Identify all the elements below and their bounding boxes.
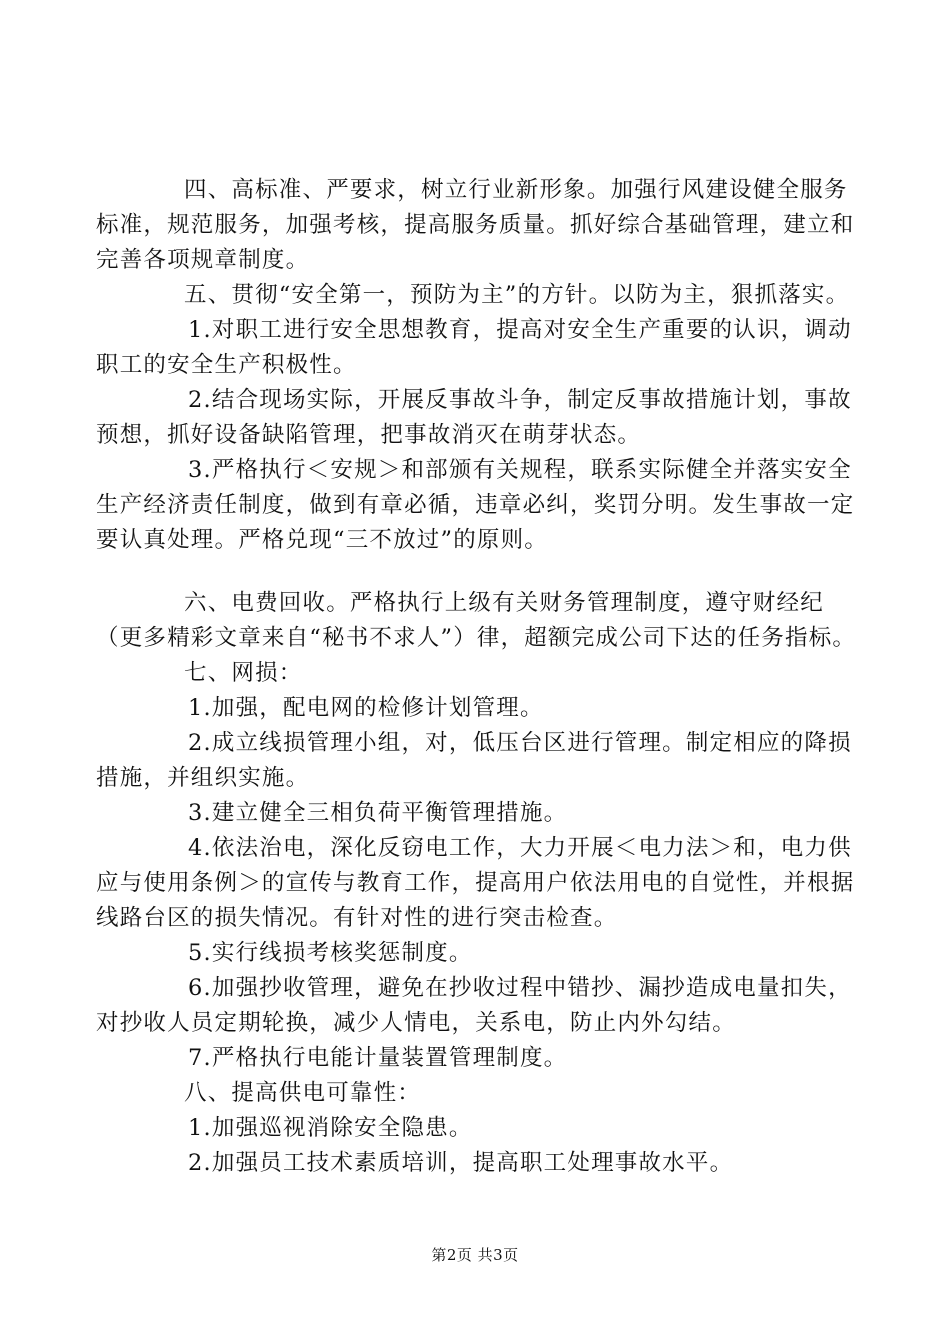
- paragraph-section-5: 五、贯彻“安全第一，预防为主”的方针。以防为主，狠抓落实。: [184, 282, 850, 308]
- paragraph-section-8: 八、提高供电可靠性：: [184, 1080, 422, 1106]
- list-item: 2.加强员工技术素质培训，提高职工处理事故水平。: [188, 1150, 734, 1176]
- list-item: 1.加强巡视消除安全隐患。: [188, 1115, 473, 1141]
- list-item: 1.加强，配电网的检修计划管理。: [188, 695, 544, 721]
- paragraph-section-7: 七、网损：: [184, 660, 303, 686]
- list-item: 3.建立健全三相负荷平衡管理措施。: [188, 800, 568, 826]
- paragraph-section-4: 四、高标准、严要求，树立行业新形象。加强行风建设健全服务标准，规范服务，加强考核，提高服务质量。抓好综合基础管理，建立和完善各项规章制度。: [96, 177, 855, 273]
- page-footer: [0, 1244, 950, 1265]
- list-item: 2.结合现场实际，开展反事故斗争，制定反事故措施计划，事故预想，抓好设备缺陷管理，把事故消灭在萌芽状态。: [96, 387, 852, 448]
- list-item: 5.实行线损考核奖惩制度。: [188, 940, 473, 966]
- list-item: 1.对职工进行安全思想教育，提高对安全生产重要的认识，调动职工的安全生产积极性。: [96, 317, 852, 378]
- document-body: [96, 173, 866, 1181]
- list-item: 7.严格执行电能计量装置管理制度。: [188, 1045, 568, 1071]
- list-item: 4.依法治电，深化反窃电工作，大力开展＜电力法＞和，电力供应与使用条例＞的宣传与教育工作，提高用户依法用电的自觉性，并根据线路台区的损失情况。有针对性的进行突击检查。: [96, 835, 855, 931]
- list-item: 6.加强抄收管理，避免在抄收过程中错抄、漏抄造成电量扣失，对抄收人员定期轮换，减少人情电，关系电，防止内外勾结。: [96, 975, 852, 1036]
- paragraph-section-6: 六、电费回收。严格执行上级有关财务管理制度，遵守财经纪（更多精彩文章来自“秘书不求人”）律，超额完成公司下达的任务指标。: [96, 590, 857, 651]
- list-item: 2.成立线损管理小组，对，低压台区进行管理。制定相应的降损措施，并组织实施。: [96, 730, 852, 791]
- list-item: 3.严格执行＜安规＞和部颁有关规程，联系实际健全并落实安全生产经济责任制度，做到有章必循，违章必纠，奖罚分明。发生事故一定要认真处理。严格兑现“三不放过”的原则。: [96, 457, 855, 553]
- page-indicator: 第2页 共3页: [431, 1246, 519, 1264]
